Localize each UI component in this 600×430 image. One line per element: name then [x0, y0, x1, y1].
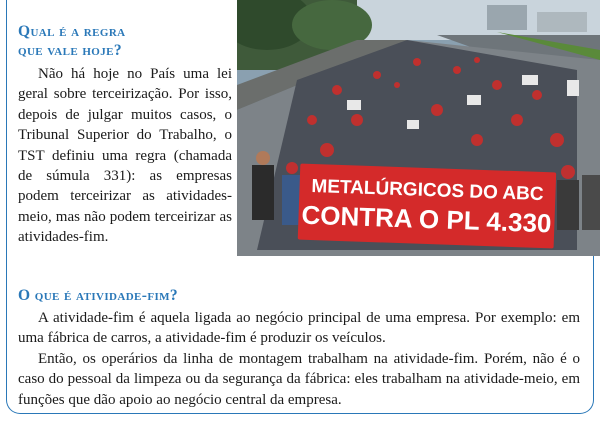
- section-body: Não há hoje no País uma lei geral sobre terceirização. Por isso, depois de julgar muitos casos, o Tribunal Superior do Trabalho, o TST definiu uma regra (chamada de súmula 331): as empresas podem terceirizar as atividades-meio, mas não podem terceirizar as atividades-fim.: [18, 66, 232, 246]
- banner-line-2: CONTRA O PL 4.330: [301, 199, 552, 239]
- protest-photo: [237, 0, 600, 256]
- section-core-activity: [18, 286, 580, 410]
- heading-line-2: que vale hoje?: [18, 42, 123, 59]
- banner-line-1: METALÚRGICOS DO ABC: [311, 175, 544, 206]
- section-current-rule: [18, 22, 232, 248]
- section2-heading: O que é atividade-fim?: [18, 287, 179, 304]
- section-heading: [18, 22, 232, 60]
- section2-paragraph-1: A atividade-fim é aquela ligada ao negócio principal de uma empresa. Por exemplo: em uma fábrica de carros, a atividade-fim é produzir os veículos.: [18, 310, 580, 347]
- section2-paragraph-2: Então, os operários da linha de montagem trabalham na atividade-fim. Porém, não é o caso do pessoal da limpeza ou da segurança da fábrica: eles trabalham na atividade-meio, em funções que dão apoio ao negócio central da empresa.: [18, 350, 580, 408]
- heading-line-1: Qual é a regra: [18, 23, 126, 40]
